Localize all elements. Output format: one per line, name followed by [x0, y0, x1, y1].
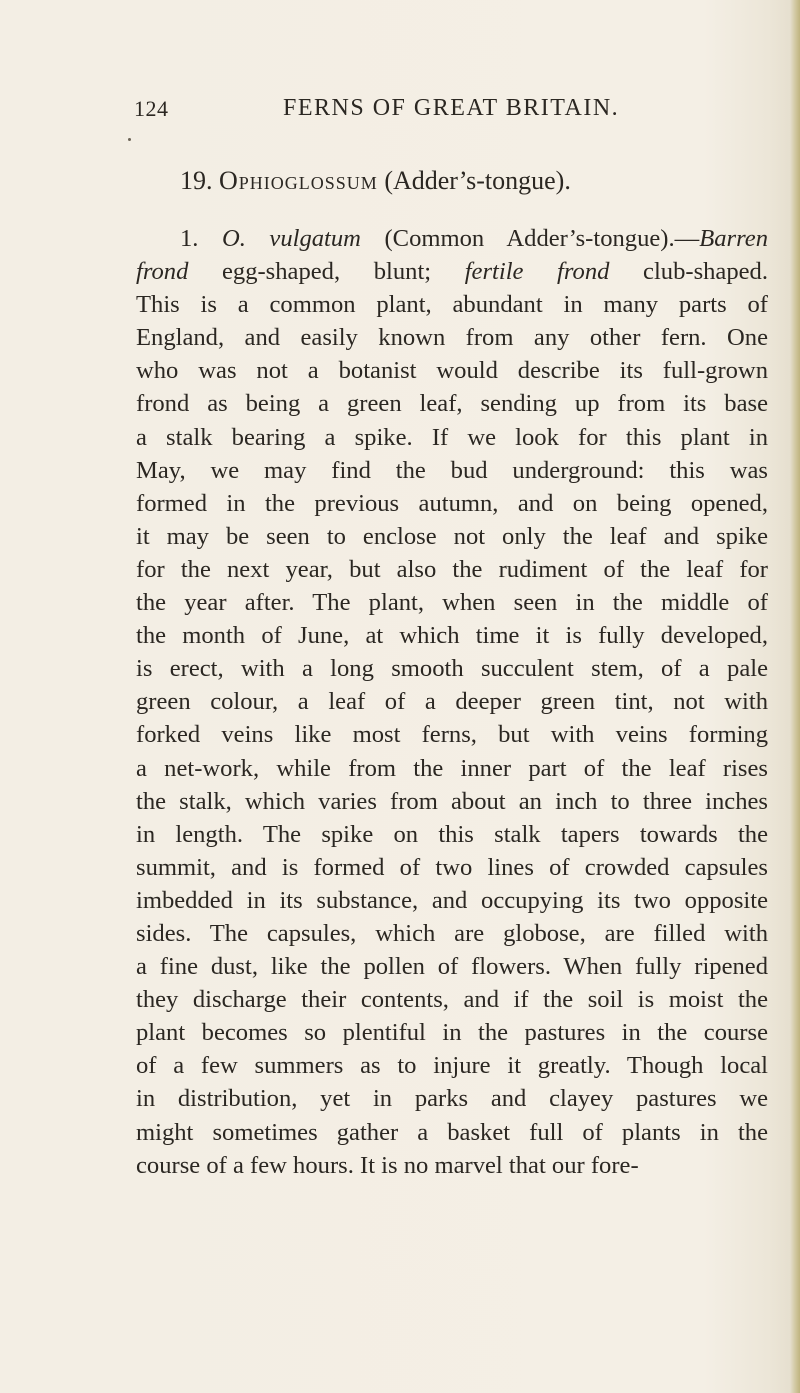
text-line: frond as being a green leaf, sending up from its base — [136, 390, 768, 418]
fertile-frond-label: fertile frond — [464, 258, 610, 286]
section-heading — [180, 166, 571, 196]
text-line: sides. The capsules, which are globose, are filled with — [136, 919, 768, 947]
text-line: the stalk, which varies from about an inch to three inches — [136, 787, 768, 815]
text-line: course of a few hours. It is no marvel that our fore- — [136, 1151, 639, 1179]
text-line: the year after. The plant, when seen in the middle of — [136, 589, 768, 617]
text-line: forked veins like most ferns, but with veins forming — [136, 721, 768, 749]
species-entry-line-1 — [136, 222, 768, 255]
barren-frond-label-part1: Barren — [699, 225, 768, 252]
paragraph — [136, 288, 768, 1182]
text-line: imbedded in its substance, and occupying its two opposite — [136, 886, 768, 914]
text-line: formed in the previous autumn, and on being opened, — [136, 489, 768, 517]
text-line: plant becomes so plentiful in the pastures in the course — [136, 1019, 768, 1047]
body-text — [136, 222, 768, 1182]
text-line: This is a common plant, abundant in many parts of — [136, 291, 768, 319]
text-line: summit, and is formed of two lines of crowded capsules — [136, 853, 768, 881]
text-line: a net-work, while from the inner part of the leaf rises — [136, 754, 768, 782]
text-line: a stalk bearing a spike. If we look for this plant in — [136, 423, 768, 451]
page-edge — [790, 0, 800, 1393]
text-line: May, we may find the bud underground: this was — [136, 456, 768, 484]
text-line: for the next year, but also the rudiment of the leaf for — [136, 555, 768, 583]
text-line: who was not a botanist would describe its full-grown — [136, 357, 768, 385]
genus-common-name: (Adder’s-tongue). — [384, 166, 571, 195]
species-entry-line-2 — [136, 255, 768, 288]
text-line: is erect, with a long smooth succulent stem, of a pale — [136, 655, 768, 683]
text-line: the month of June, at which time it is fully developed, — [136, 622, 768, 650]
page-number: 124 — [134, 96, 169, 121]
text-line: a fine dust, like the pollen of flowers. When fully ripened — [136, 953, 768, 981]
text-line: they discharge their contents, and if the soil is moist the — [136, 986, 768, 1014]
species-common-name: (Common Adder’s-tongue).— — [384, 225, 700, 252]
text-line: it may be seen to enclose not only the leaf and spike — [136, 522, 768, 550]
text-line: in distribution, yet in parks and clayey pastures we — [136, 1085, 768, 1113]
ink-speck — [128, 138, 131, 141]
fertile-frond-description: club-shaped. — [609, 258, 769, 286]
text-line: England, and easily known from any other fern. One — [136, 324, 768, 352]
running-title: FERNS OF GREAT BRITAIN. — [283, 95, 620, 121]
section-number: 19. — [180, 166, 213, 195]
barren-frond-description: egg-shaped, blunt; — [188, 258, 465, 286]
text-line: in length. The spike on this stalk tapers towards the — [136, 820, 768, 848]
genus-name: Ophioglossum — [219, 166, 378, 195]
barren-frond-label-part2: frond — [136, 258, 189, 286]
species-name: O. vulgatum — [221, 225, 361, 252]
species-number: 1. — [180, 225, 199, 252]
text-line: might sometimes gather a basket full of plants in the — [136, 1118, 768, 1146]
text-line: of a few summers as to injure it greatly. Though local — [136, 1052, 768, 1080]
text-line: green colour, a leaf of a deeper green tint, not with — [136, 688, 768, 716]
